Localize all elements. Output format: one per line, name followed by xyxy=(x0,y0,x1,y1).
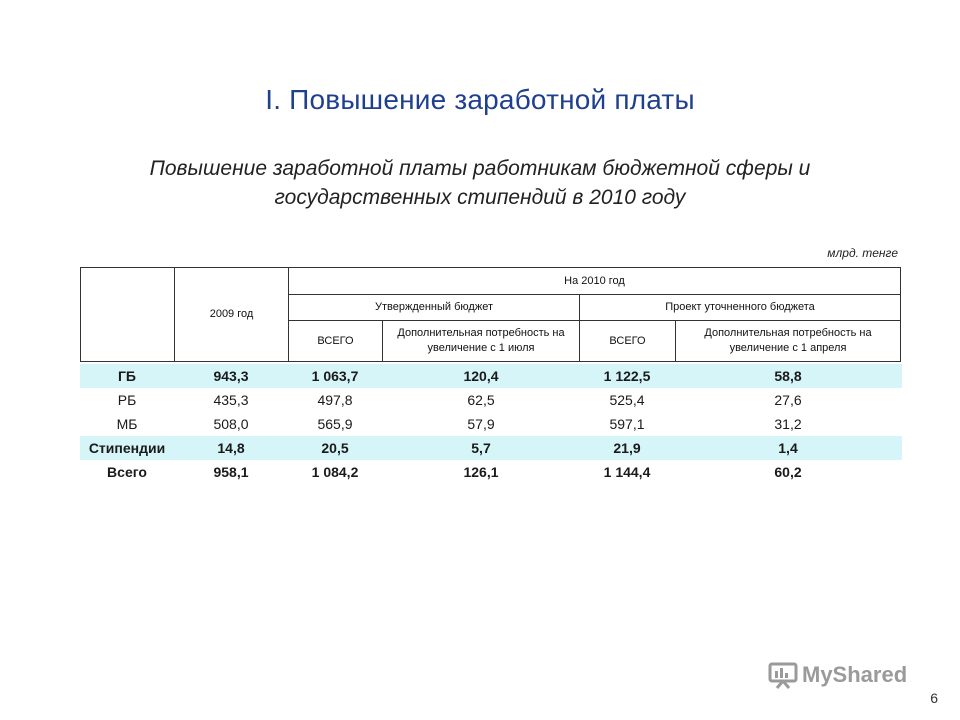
subtitle xyxy=(60,154,900,212)
value-approved-total: 565,9 xyxy=(317,416,353,432)
value-2009: 958,1 xyxy=(213,464,249,480)
value-2009: 435,3 xyxy=(213,392,249,408)
value-extra-july: 120,4 xyxy=(463,368,499,384)
value-extra-april: 1,4 xyxy=(778,440,798,456)
logo-text: MyShared xyxy=(802,662,908,687)
value-revised-total: 525,4 xyxy=(609,392,645,408)
value-extra-april: 27,6 xyxy=(774,392,802,408)
value-approved-total: 1 084,2 xyxy=(311,464,359,480)
value-extra-july: 126,1 xyxy=(463,464,499,480)
page-number: 6 xyxy=(930,690,938,706)
subtitle-line-2: государственных стипендий в 2010 году xyxy=(274,186,686,209)
presentation-icon xyxy=(768,661,798,689)
value-extra-april: 31,2 xyxy=(774,416,802,432)
table-header xyxy=(80,267,901,362)
header-2010: На 2010 год xyxy=(564,274,625,287)
page-title: I. Повышение заработной платы xyxy=(265,84,695,115)
row-name: Стипендии xyxy=(88,440,166,456)
table-row-gb xyxy=(80,364,902,388)
value-approved-total: 20,5 xyxy=(321,440,349,456)
myshared-logo[interactable] xyxy=(768,658,907,692)
value-extra-july: 62,5 xyxy=(467,392,495,408)
header-approved-budget: Утвержденный бюджет xyxy=(374,301,493,313)
row-name: Всего xyxy=(107,464,147,480)
value-extra-july: 57,9 xyxy=(467,416,495,432)
value-2009: 14,8 xyxy=(217,440,245,456)
value-revised-total: 597,1 xyxy=(609,416,645,432)
header-revised-total: ВСЕГО xyxy=(609,334,646,347)
header-extra-july: Дополнительная потребность на увеличение с 1 июля xyxy=(397,327,565,354)
value-revised-total: 1 144,4 xyxy=(603,464,651,480)
header-extra-april: Дополнительная потребность на увеличение с 1 апреля xyxy=(704,327,872,354)
value-2009: 943,3 xyxy=(213,368,249,384)
value-revised-total: 1 122,5 xyxy=(603,368,651,384)
value-extra-april: 58,8 xyxy=(774,368,802,384)
value-revised-total: 21,9 xyxy=(613,440,641,456)
units-label: млрд. тенге xyxy=(827,246,898,260)
value-approved-total: 497,8 xyxy=(317,392,353,408)
header-2009: 2009 год xyxy=(209,308,254,320)
header-approved-total: ВСЕГО xyxy=(317,334,354,347)
value-extra-july: 5,7 xyxy=(471,440,491,456)
header-revised-budget: Проект уточненного бюджета xyxy=(665,301,815,313)
table-row-mb xyxy=(80,412,902,436)
table-row-rb xyxy=(80,388,902,412)
table-body xyxy=(80,364,902,484)
table-row-total xyxy=(80,460,902,484)
value-extra-april: 60,2 xyxy=(774,464,802,480)
value-2009: 508,0 xyxy=(213,416,249,432)
row-name: МБ xyxy=(116,416,138,432)
table-row-stipends xyxy=(80,436,902,460)
row-name: РБ xyxy=(117,392,137,408)
value-approved-total: 1 063,7 xyxy=(311,368,359,384)
row-name: ГБ xyxy=(118,368,136,384)
subtitle-line-1: Повышение заработной платы работникам бюджетной сферы и xyxy=(149,157,811,180)
